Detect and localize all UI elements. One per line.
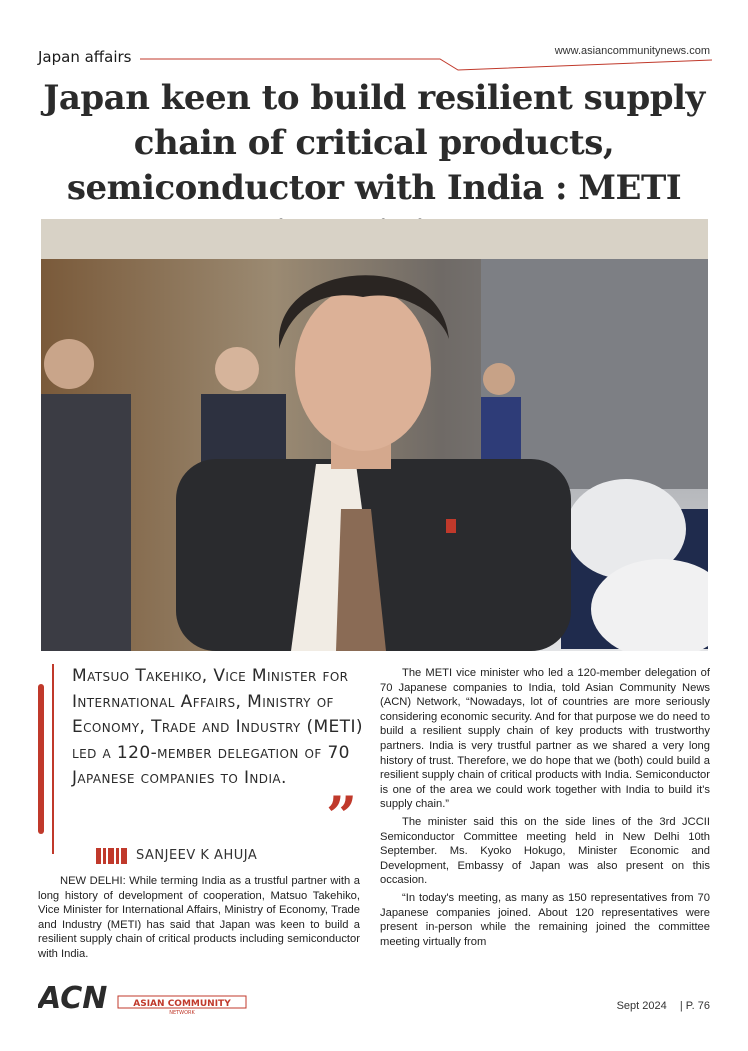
article-paragraph: The minister said this on the side lines of the 3rd JCCII Semiconductor Committee meeting held in New Delhi 10th September. Ms. Kyoko Hokugo, Minister Economic and Development, Embassy of Japan was also present on this occasion.	[380, 815, 710, 887]
article-paragraph: The METI vice minister who led a 120-member delegation of 70 Japanese companies to India, told Asian Community News (ACN) Network, “Nowadays, lot of countries are more seriously considering economic security. And for that purpose we do need to build a resilient supply chain of key products with trustworthy partners. India is very trustful partner as we shared a very long history of trust. Therefore, we do hope that we (both) could build a resilient supply chain of critical products with India. Semiconductor is one of the area we could work together with India to build it's supply chain.”	[380, 667, 710, 811]
svg-text:ASIAN COMMUNITY: ASIAN COMMUNITY	[133, 999, 231, 1009]
section-label: Japan affairs	[38, 48, 132, 66]
page-footer-info	[617, 1000, 710, 1012]
svg-text:ACN: ACN	[38, 981, 108, 1014]
pullquote-rule	[52, 664, 54, 854]
article-paragraph: “In today's meeting, as many as 150 representatives from 70 Japanese companies joined. About 120 representatives were present in-person while the remaining joined the committee meeting virtually from	[380, 891, 710, 948]
header-divider	[140, 58, 712, 72]
svg-text:NETWORK: NETWORK	[169, 1010, 195, 1014]
article-right-column	[380, 666, 710, 952]
site-url[interactable]: www.asiancommunitynews.com	[554, 45, 710, 57]
issue-date: Sept 2024	[616, 1000, 667, 1012]
byline-icon	[96, 848, 128, 864]
pullquote-accent	[38, 684, 44, 834]
article-photo	[41, 219, 708, 651]
quote-mark-icon: ”	[326, 784, 358, 848]
article-headline: Japan keen to build resilient supply chain of critical products, semiconductor with India : METI	[43, 78, 705, 208]
article-left-column: NEW DELHI: While terming India as a trustful partner with a long history of development of cooperation, Matsuo Takehiko, Vice Minister for International Affairs, Ministry of Economy, Trade and Industry (METI) has said that Japan was keen to build a resilient supply chain of critical products including semiconductor with India.	[38, 875, 360, 960]
byline: SANJEEV K AHUJA	[136, 848, 258, 863]
acn-logo	[38, 980, 258, 1014]
page-number: | P. 76	[679, 1000, 710, 1012]
pullquote: Matsuo Takehiko, Vice Minister for International Affairs, Ministry of Economy, Trade and Industry (METI) led a 120-member delegation of 70 Japanese companies to India.	[72, 666, 363, 788]
